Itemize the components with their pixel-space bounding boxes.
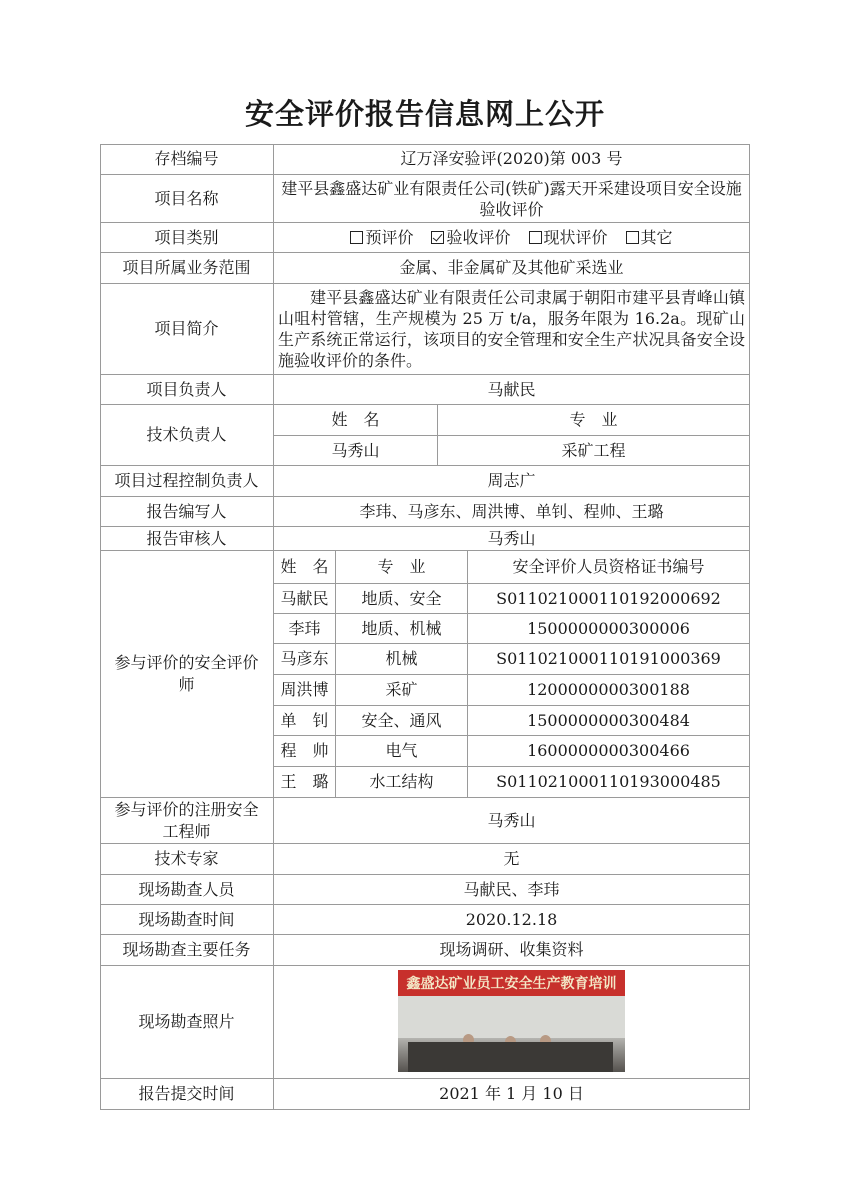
evaluator-cert: 1500000000300006 xyxy=(468,614,750,644)
project-name-label: 项目名称 xyxy=(100,175,274,223)
checkbox-icon[interactable] xyxy=(626,231,639,244)
evaluator-name: 周洪博 xyxy=(274,675,336,706)
expert-value: 无 xyxy=(274,844,750,875)
site-time-label: 现场勘查时间 xyxy=(100,905,274,935)
evaluator-major: 机械 xyxy=(336,644,468,675)
checkbox-icon[interactable] xyxy=(529,231,542,244)
reviewer-value: 马秀山 xyxy=(274,527,750,551)
evaluator-cert: S011021000110191000369 xyxy=(468,644,750,675)
evaluator-major: 电气 xyxy=(336,736,468,767)
option-label: 验收评价 xyxy=(446,227,511,247)
archive-no-label: 存档编号 xyxy=(100,144,274,175)
evaluators-header-name: 姓 名 xyxy=(274,551,336,584)
evaluators-header-major: 专 业 xyxy=(336,551,468,584)
process-lead-value: 周志广 xyxy=(274,466,750,497)
registered-engineer-label: 参与评价的注册安全工程师 xyxy=(100,798,274,844)
tech-lead-major-header: 专 业 xyxy=(438,405,750,436)
project-lead-label: 项目负责人 xyxy=(100,375,274,405)
writers-label: 报告编写人 xyxy=(100,497,274,527)
evaluator-name: 王 璐 xyxy=(274,767,336,798)
project-type-options xyxy=(274,223,750,253)
evaluator-name: 李玮 xyxy=(274,614,336,644)
evaluator-name: 单 钊 xyxy=(274,706,336,736)
evaluator-name: 马彦东 xyxy=(274,644,336,675)
writers-value: 李玮、马彦东、周洪博、单钊、程帅、王璐 xyxy=(274,497,750,527)
site-photo xyxy=(398,970,625,1072)
photo-table xyxy=(408,1042,613,1072)
page-title: 安全评价报告信息网上公开 xyxy=(244,97,605,131)
site-photo-label: 现场勘查照片 xyxy=(100,966,274,1079)
business-scope-value: 金属、非金属矿及其他矿采选业 xyxy=(274,253,750,284)
option-label: 其它 xyxy=(640,227,673,247)
project-name-value: 建平县鑫盛达矿业有限责任公司(铁矿)露天开采建设项目安全设施验收评价 xyxy=(274,175,750,223)
tech-lead-major: 采矿工程 xyxy=(438,436,750,466)
site-task-label: 现场勘查主要任务 xyxy=(100,935,274,966)
option-label: 预评价 xyxy=(365,227,414,247)
summary-label: 项目简介 xyxy=(100,284,274,375)
project-type-label: 项目类别 xyxy=(100,223,274,253)
checkbox-icon[interactable] xyxy=(350,231,363,244)
process-lead-label: 项目过程控制负责人 xyxy=(100,466,274,497)
checkbox-checked-icon[interactable] xyxy=(431,231,444,244)
evaluator-name: 马献民 xyxy=(274,584,336,614)
site-task-value: 现场调研、收集资料 xyxy=(274,935,750,966)
evaluator-major: 安全、通风 xyxy=(336,706,468,736)
evaluator-cert: 1600000000300466 xyxy=(468,736,750,767)
option-other[interactable] xyxy=(626,227,673,249)
evaluator-cert: 1200000000300188 xyxy=(468,675,750,706)
photo-banner: 鑫盛达矿业员工安全生产教育培训 xyxy=(398,970,625,996)
evaluator-major: 采矿 xyxy=(336,675,468,706)
registered-engineer-value: 马秀山 xyxy=(274,798,750,844)
submit-time-value: 2021 年 1 月 10 日 xyxy=(274,1079,750,1110)
evaluators-header-cert: 安全评价人员资格证书编号 xyxy=(468,551,750,584)
evaluator-name: 程 帅 xyxy=(274,736,336,767)
evaluator-cert: S011021000110192000692 xyxy=(468,584,750,614)
option-acceptance-evaluation[interactable] xyxy=(431,227,510,249)
option-status-evaluation[interactable] xyxy=(529,227,608,249)
evaluators-label: 参与评价的安全评价师 xyxy=(100,551,274,798)
option-label: 现状评价 xyxy=(543,227,608,247)
tech-lead-label: 技术负责人 xyxy=(100,405,274,466)
tech-lead-name-header: 姓 名 xyxy=(274,405,438,436)
project-lead-value: 马献民 xyxy=(274,375,750,405)
site-staff-value: 马献民、李玮 xyxy=(274,875,750,905)
evaluator-major: 地质、机械 xyxy=(336,614,468,644)
evaluator-major: 水工结构 xyxy=(336,767,468,798)
tech-lead-name: 马秀山 xyxy=(274,436,438,466)
evaluator-cert: S011021000110193000485 xyxy=(468,767,750,798)
photo-wall xyxy=(398,996,625,1038)
expert-label: 技术专家 xyxy=(100,844,274,875)
evaluator-major: 地质、安全 xyxy=(336,584,468,614)
evaluator-cert: 1500000000300484 xyxy=(468,706,750,736)
summary-value: 建平县鑫盛达矿业有限责任公司隶属于朝阳市建平县青峰山镇山咀村管辖，生产规模为 25 万 t/a，服务年限为 16.2a。现矿山生产系统正常运行，该项目的安全管理和安全生产状况具备安全设施验收评价的条件。 xyxy=(274,284,750,375)
site-time-value: 2020.12.18 xyxy=(274,905,750,935)
archive-no-value: 辽万泽安验评(2020)第 003 号 xyxy=(274,144,750,175)
site-staff-label: 现场勘查人员 xyxy=(100,875,274,905)
business-scope-label: 项目所属业务范围 xyxy=(100,253,274,284)
reviewer-label: 报告审核人 xyxy=(100,527,274,551)
submit-time-label: 报告提交时间 xyxy=(100,1079,274,1110)
option-pre-evaluation[interactable] xyxy=(350,227,413,249)
